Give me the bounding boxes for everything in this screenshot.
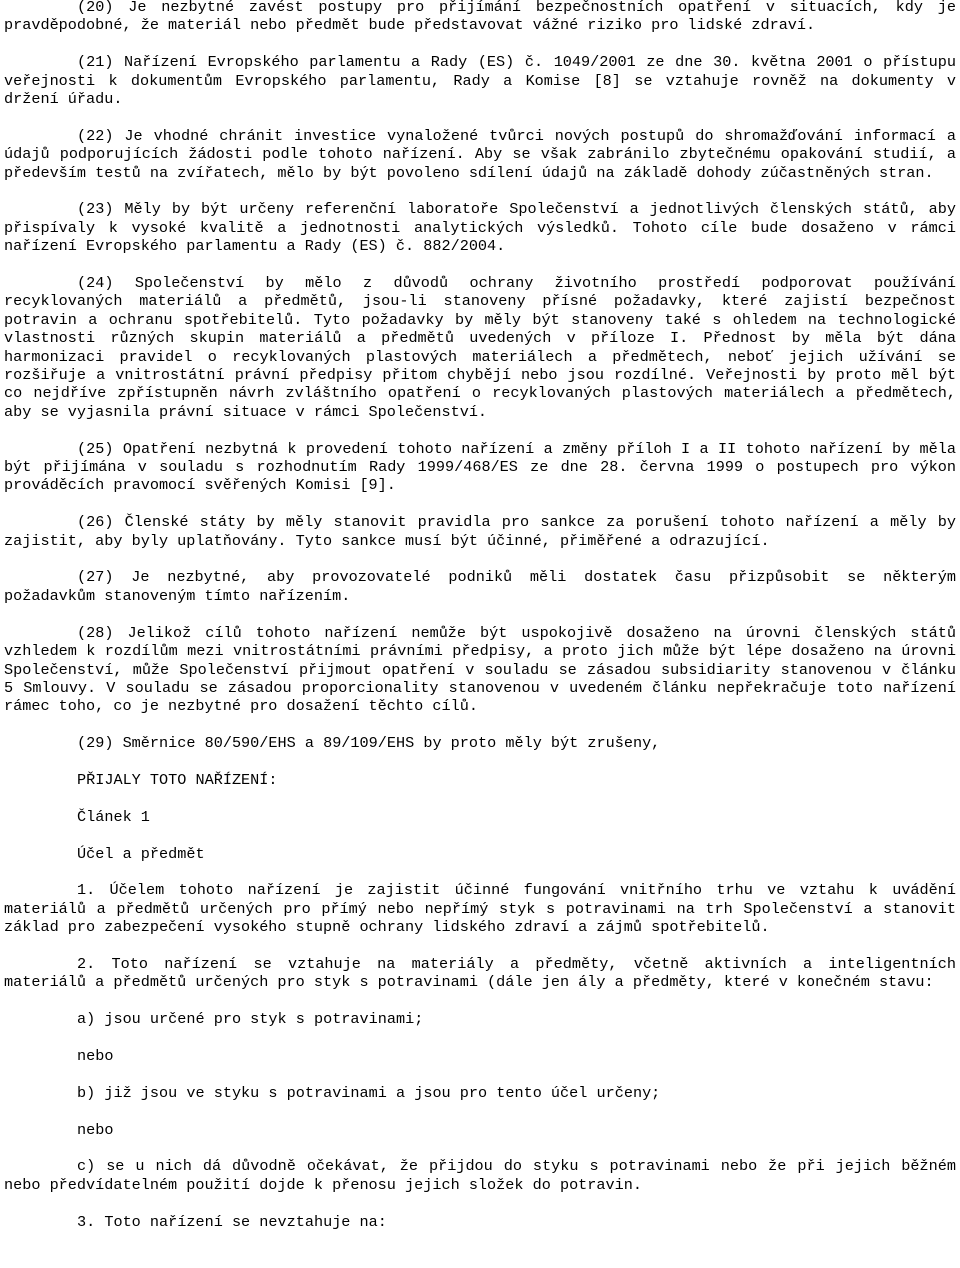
recital-23: (23) Měly by být určeny referenční laboratoře Společenství a jednotlivých členských států, aby přispívaly k vysoké kvalitě a jednotnosti analytických výsledků. Tohoto cíle bude dosaženo v rámci nařízení Evropského parlamentu a Rady (ES) č. 882/2004. [4,200,956,256]
recital-25: (25) Opatření nezbytná k provedení tohoto nařízení a změny příloh I a II tohoto nařízení by měla být přijímána v souladu s rozhodnutím Rady 1999/468/ES ze dne 28. června 1999 o postupech pro výkon prováděcích pravomocí svěřených Komisi [9]. [4,439,956,495]
article-1-paragraph-3: 3. Toto nařízení se nevztahuje na: [77,1212,387,1231]
recital-24: (24) Společenství by mělo z důvodů ochrany životního prostředí podporovat používání recyklovaných materiálů a předmětů, jsou-li stanoveny přísné požadavky, které zajistí bezpečnost potravin a ochranu spotřebitelů. Tyto požadavky by měly být stanoveny také s ohledem na technologické vlastnosti různých skupin materiálů a předmětů uvedených v příloze I. Přednost by měla být dána harmonizaci pravidel o recyklovaných plastových materiálech a předmětech, neboť jejich užívání se rozšiřuje a vnitrostátní právní předpisy přitom chybějí nebo jsou rozdílné. Veřejnosti by proto měl být co nejdříve zpřístupněn návrh zvláštního opatření o recyklovaných plastových materiálech a předmětech, aby se vyjasnila právní situace v rámci Společenství. [4,274,956,421]
recital-28: (28) Jelikož cílů tohoto nařízení nemůže být uspokojivě dosaženo na úrovni členských států vzhledem k rozdílům mezi vnitrostátními právními předpisy, a proto jich může být lépe dosaženo na úrovni Společenství, může Společenství přijmout opatření v souladu se zásadou subsidiarity stanovenou v článku 5 Smlouvy. V souladu se zásadou proporcionality stanovenou v uvedeném článku nepřekračuje toto nařízení rámec toho, co je nezbytné pro dosažení těchto cílů. [4,623,956,716]
recital-21: (21) Nařízení Evropského parlamentu a Rady (ES) č. 1049/2001 ze dne 30. května 2001 o přístupu veřejnosti k dokumentům Evropského parlamentu, Rady a Komise [8] se vztahuje rovněž na dokumenty v držení úřadu. [4,53,956,109]
article-1-paragraph-1: 1. Účelem tohoto nařízení je zajistit účinné fungování vnitřního trhu ve vztahu k uvádění materiálů a předmětů určených pro přímý nebo nepřímý styk s potravinami na trh Společenství a stanovit základ pro zabezpečení vysokého stupně ochrany lidského zdraví a zájmů spotřebitelů. [4,881,956,937]
list-connector-or-2: nebo [77,1120,114,1139]
list-item-a: a) jsou určené pro styk s potravinami; [77,1010,424,1029]
document-text [4,0,956,1231]
adoption-formula: PŘIJALY TOTO NAŘÍZENÍ: [77,770,278,789]
recital-22: (22) Je vhodné chránit investice vynaložené tvůrci nových postupů do shromažďování informací a údajů podporujících žádosti podle tohoto nařízení. Aby se však zabránilo zbytečnému opakování studií, a především testů na zvířatech, mělo by být povoleno sdílení údajů na základě dohody zúčastněných stran. [4,126,956,182]
recital-26: (26) Členské státy by měly stanovit pravidla pro sankce za porušení tohoto nařízení a měly by zajistit, aby byly uplatňovány. Tyto sankce musí být účinné, přiměřené a odrazující. [4,513,956,550]
article-1-paragraph-2: 2. Toto nařízení se vztahuje na materiály a předměty, včetně aktivních a inteligentních materiálů a předmětů určených pro styk s potravinami (dále jen ály a předměty, které v konečném stavu: [4,954,956,992]
list-item-b: b) již jsou ve styku s potravinami a jsou pro tento účel určeny; [77,1083,661,1102]
recital-29: (29) Směrnice 80/590/EHS a 89/109/EHS by proto měly být zrušeny, [77,734,661,753]
list-item-c: c) se u nich dá důvodně očekávat, že přijdou do styku s potravinami nebo že při jejich běžném nebo předvídatelném použití dojde k přenosu jejich složek do potravin. [4,1157,956,1194]
article-title: Účel a předmět [77,844,205,863]
list-connector-or-1: nebo [77,1046,114,1065]
recital-20: (20) Je nezbytné zavést postupy pro přijímání bezpečnostních opatření v situacích, kdy je pravděpodobné, že materiál nebo předmět bude představovat vážné riziko pro lidské zdraví. [4,0,956,35]
article-heading: Článek 1 [77,807,150,826]
recital-27: (27) Je nezbytné, aby provozovatelé podniků měli dostatek času přizpůsobit se některým požadavkům stanoveným tímto nařízením. [4,568,956,605]
